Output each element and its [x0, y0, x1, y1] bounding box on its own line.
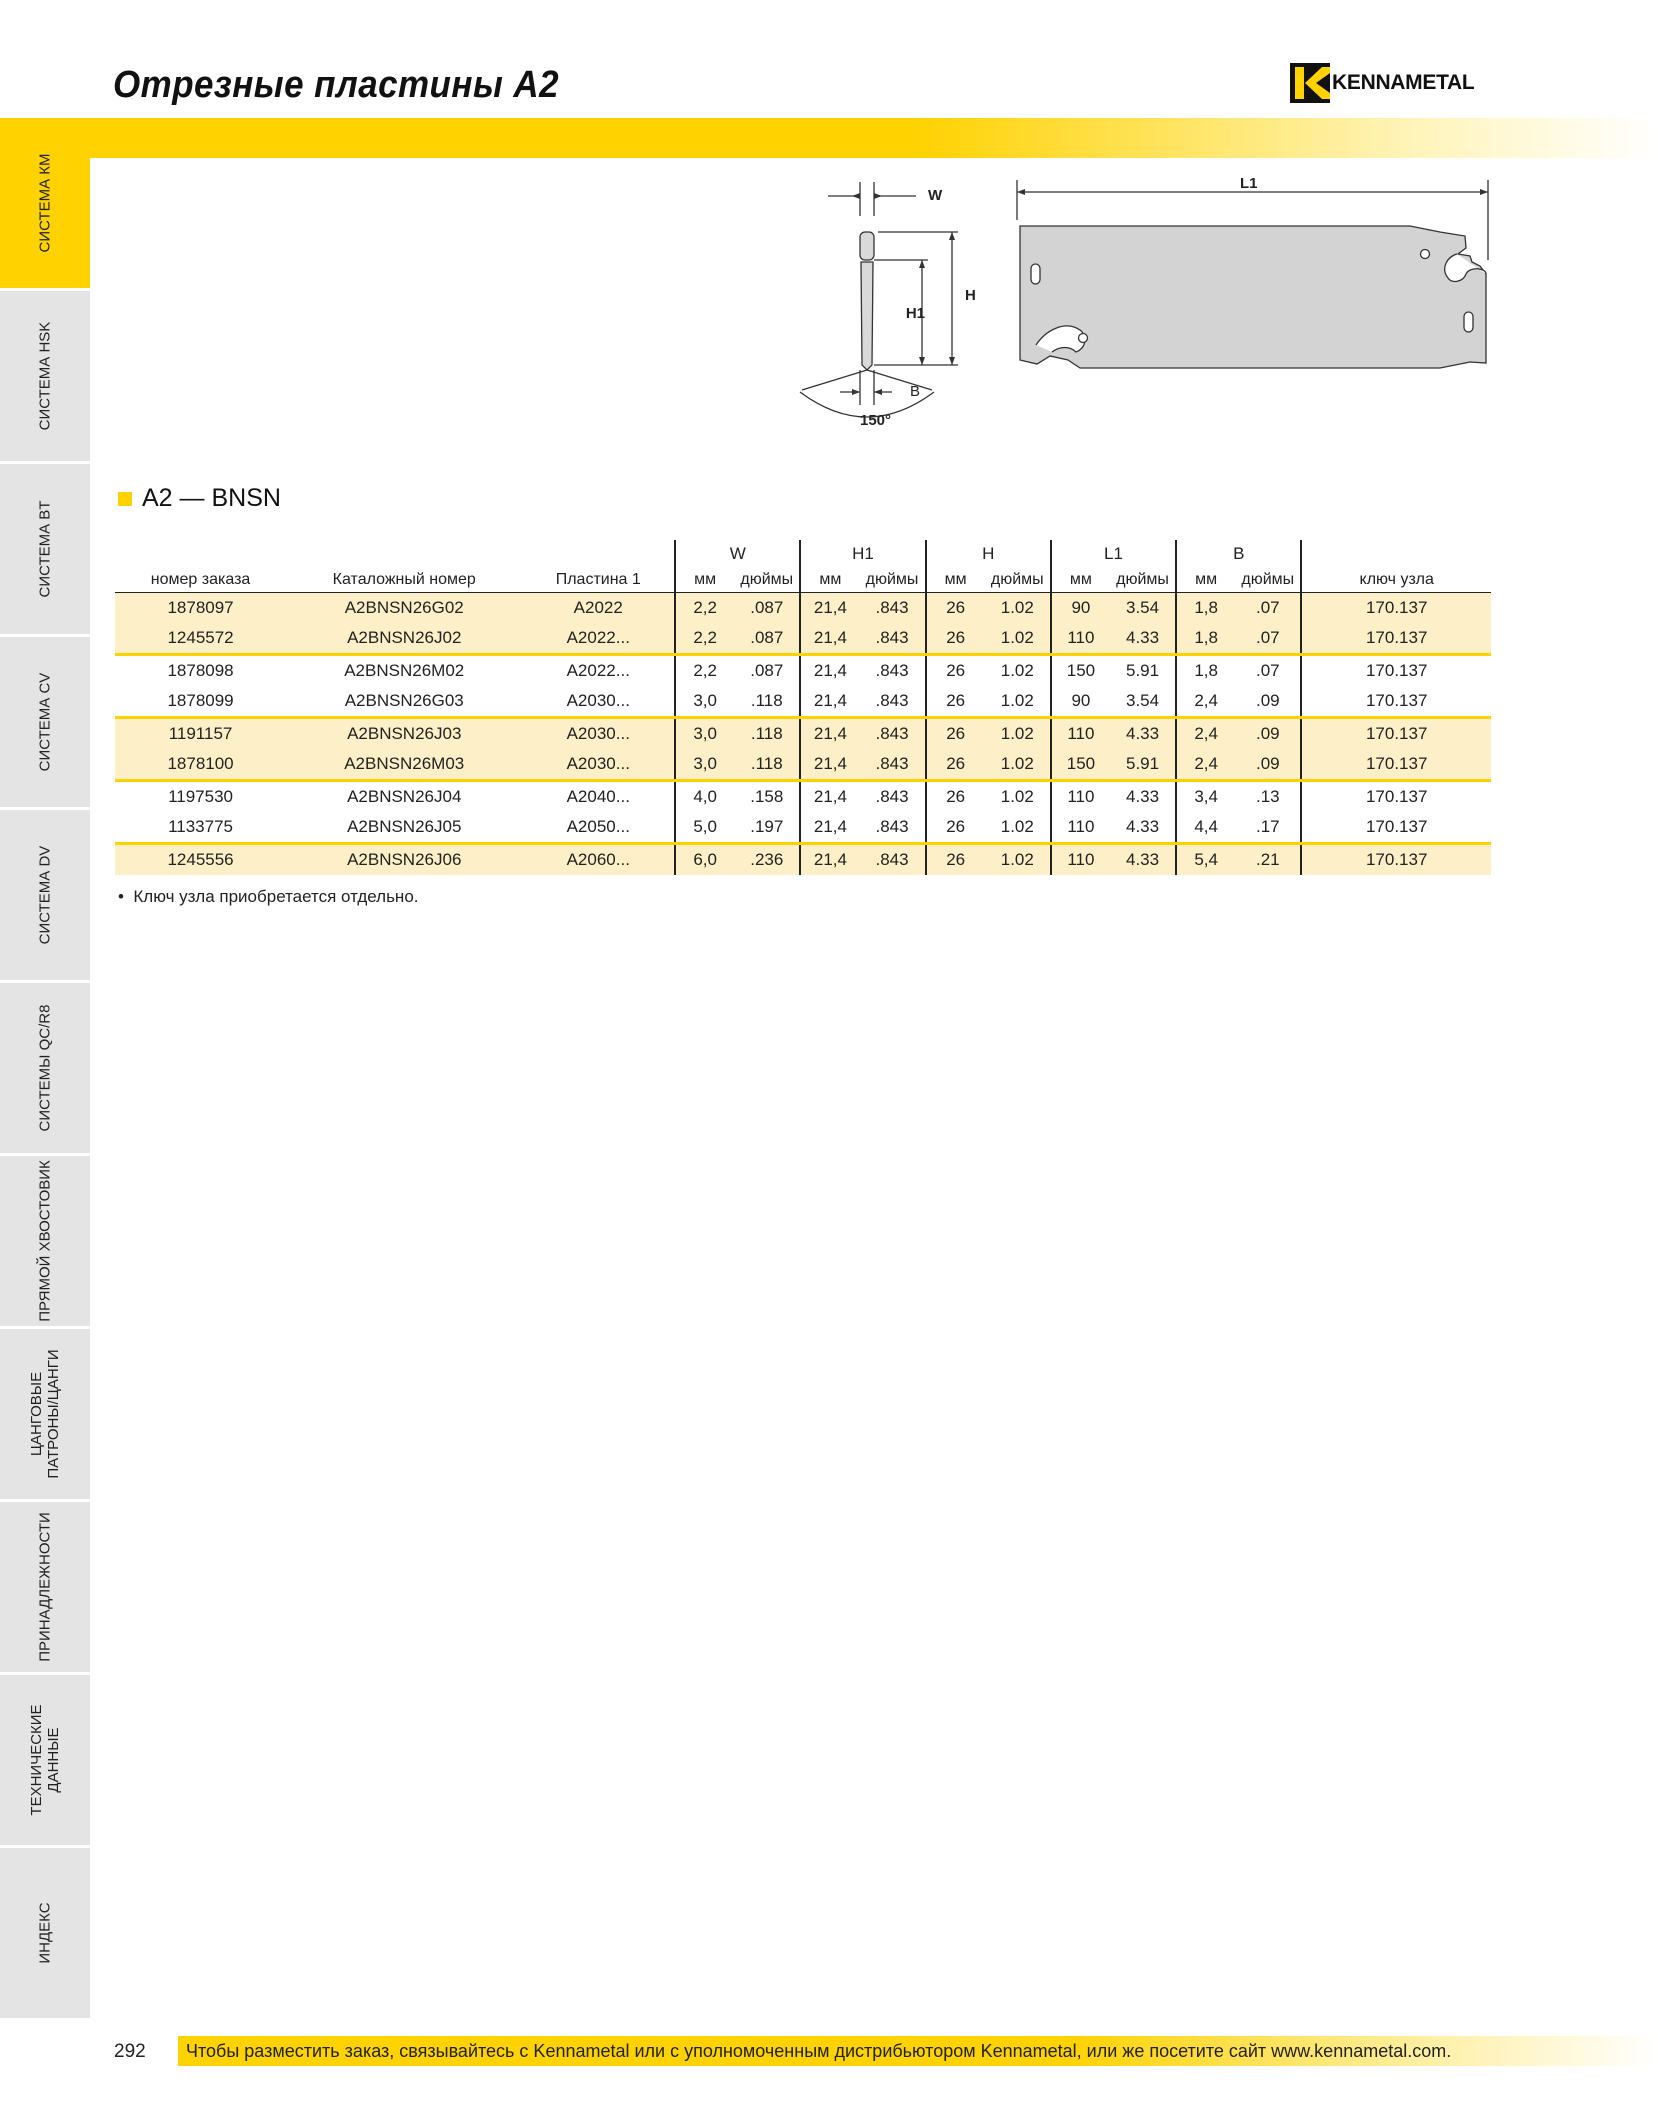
page-number: 292 [114, 2041, 146, 2062]
cell-w-in: .197 [750, 817, 784, 836]
cell-h1-in: .843 [859, 749, 925, 781]
cell-h-mm: 26 [926, 623, 985, 655]
cell-h1-mm: 21,4 [800, 718, 859, 750]
cell-l1-mm: 150 [1051, 655, 1110, 687]
cell-b-mm: 1,8 [1176, 593, 1235, 624]
cell-l1-in: 4.33 [1126, 817, 1160, 836]
sidebar-tab-1[interactable] [0, 291, 90, 464]
cell-h1-in: .843 [875, 817, 909, 836]
sidebar-tab-label: СИСТЕМА BT [36, 500, 54, 598]
cell-l1-in: 4.33 [1110, 781, 1176, 813]
sidebar-tab-label: ЦАНГОВЫЕ ПАТРОНЫ/ЦАНГИ [28, 1349, 62, 1479]
sidebar-tab-9[interactable] [0, 1675, 90, 1848]
cell-insert: A2030... [566, 691, 630, 710]
section-heading-text: A2 — BNSN [142, 484, 281, 512]
diagram-label-w: W [928, 187, 943, 204]
cell-h-mm: 26 [926, 844, 985, 876]
cell-l1-mm: 110 [1051, 781, 1110, 813]
header-band [0, 118, 1658, 158]
col-catalog-number: Каталожный номер [286, 568, 522, 593]
cell-b-in: .21 [1235, 844, 1301, 876]
cell-order: 1878099 [167, 691, 234, 710]
col-l1-mm: мм [1051, 568, 1110, 593]
cell-w-mm: 2,2 [675, 655, 734, 687]
cell-insert: A2050... [566, 817, 630, 836]
cell-h1-mm: 21,4 [800, 844, 859, 876]
table-column-header [115, 568, 1491, 593]
cell-b-in: .13 [1235, 781, 1301, 813]
cell-l1-mm: 150 [1051, 749, 1110, 781]
table-row [115, 593, 1491, 624]
col-h1-inch: дюймы [859, 568, 925, 593]
cell-l1-in: 5.91 [1110, 749, 1176, 781]
col-l1-inch: дюймы [1110, 568, 1176, 593]
cell-h-in: 1.02 [1000, 817, 1034, 836]
cell-l1-in: 5.91 [1110, 655, 1176, 687]
sidebar-tab-label: ПРИНАДЛЕЖНОСТИ [36, 1512, 54, 1662]
cell-b-mm: 1,8 [1176, 655, 1235, 687]
table-row [115, 844, 1491, 876]
cell-w-mm: 5,0 [675, 812, 734, 844]
cell-order: 1133775 [168, 817, 233, 836]
cell-b-in: .09 [1235, 718, 1301, 750]
col-b-inch: дюймы [1235, 568, 1301, 593]
cell-b-mm: 3,4 [1176, 781, 1235, 813]
sidebar-tab-4[interactable] [0, 810, 90, 983]
cell-h-mm: 26 [926, 718, 985, 750]
cell-insert: A2022... [522, 655, 675, 687]
diagram-label-b: B [910, 383, 921, 400]
cell-w-mm: 6,0 [675, 844, 734, 876]
sidebar-tab-label: СИСТЕМЫ QC/R8 [36, 1004, 54, 1132]
sidebar-tab-0[interactable] [0, 118, 90, 291]
sidebar-tab-3[interactable] [0, 637, 90, 810]
cell-b-in: .07 [1235, 593, 1301, 624]
heading-marker [118, 492, 132, 506]
spec-table [115, 540, 1491, 875]
cell-w-mm: 4,0 [675, 781, 734, 813]
sidebar-tab-8[interactable] [0, 1502, 90, 1675]
page-title: Отрезные пластины A2 [113, 64, 560, 106]
cell-b-mm: 4,4 [1176, 812, 1235, 844]
group-header-h1: H1 [800, 540, 925, 568]
cell-catalog: A2BNSN26G03 [344, 691, 464, 710]
cell-b-mm: 2,4 [1176, 686, 1235, 718]
cell-h-mm: 26 [926, 655, 985, 687]
sidebar-tab-6[interactable] [0, 1156, 90, 1329]
cell-h-mm: 26 [926, 812, 985, 844]
cell-key: 170.137 [1301, 781, 1491, 813]
cell-l1-in: 4.33 [1110, 623, 1176, 655]
cell-key: 170.137 [1301, 655, 1491, 687]
cell-catalog: A2BNSN26J02 [286, 623, 522, 655]
section-heading [118, 484, 281, 513]
table-row [115, 718, 1491, 750]
table-group-header [115, 540, 1491, 568]
cell-l1-mm: 110 [1051, 718, 1110, 750]
cell-w-mm: 3,0 [675, 749, 734, 781]
sidebar-tab-7[interactable] [0, 1329, 90, 1502]
col-h-inch: дюймы [985, 568, 1051, 593]
sidebar-tab-label: ТЕХНИЧЕСКИЕ ДАННЫЕ [28, 1704, 62, 1816]
footnote: • Ключ узла приобретается отдельно. [118, 887, 419, 906]
col-order-number: номер заказа [115, 568, 286, 593]
cell-catalog: A2BNSN26J05 [347, 817, 462, 836]
diagram-label-h1: H1 [905, 305, 925, 322]
cell-catalog: A2BNSN26G02 [286, 593, 522, 624]
cell-h-in: 1.02 [1000, 691, 1034, 710]
cell-h-mm: 26 [926, 781, 985, 813]
diagram-label-l1: L1 [1240, 175, 1258, 192]
footer-contact-text: Чтобы разместить заказ, связывайтесь с Kennametal или с уполномоченным дистрибьютором Kennametal, или же посетите сайт www.kennametal.com. [186, 2041, 1452, 2061]
cell-key: 170.137 [1301, 593, 1491, 624]
cell-l1-mm: 110 [1051, 812, 1110, 844]
cell-l1-in: 4.33 [1110, 844, 1176, 876]
cell-h-in: 1.02 [985, 623, 1051, 655]
brand-logo [1290, 62, 1474, 104]
table-row [115, 812, 1491, 844]
cell-b-in: .07 [1235, 655, 1301, 687]
cell-b-mm: 2,4 [1176, 749, 1235, 781]
sidebar-tab-label: СИСТЕМА HSK [36, 321, 54, 431]
cell-key: 170.137 [1301, 718, 1491, 750]
cell-h1-in: .843 [859, 623, 925, 655]
cell-w-in: .118 [750, 691, 783, 710]
blade-diagram [780, 170, 1500, 440]
cell-w-mm: 3,0 [675, 718, 734, 750]
cell-order: 1197530 [115, 781, 286, 813]
table-row [115, 749, 1491, 781]
blade-cross-section [800, 182, 958, 417]
cell-catalog: A2BNSN26J04 [286, 781, 522, 813]
col-h-mm: мм [926, 568, 985, 593]
cell-l1-mm: 110 [1051, 844, 1110, 876]
cell-h1-in: .843 [859, 718, 925, 750]
sidebar-tab-label: СИСТЕМА CV [36, 672, 54, 772]
cell-h-in: 1.02 [985, 655, 1051, 687]
cell-h-in: 1.02 [985, 593, 1051, 624]
cell-w-mm: 2,2 [675, 623, 734, 655]
sidebar-tab-label: ИНДЕКС [36, 1902, 54, 1964]
diagram-label-angle: 150° [860, 412, 892, 429]
footnote-text: Ключ узла приобретается отдельно. [133, 887, 419, 906]
cell-l1-in: 3.54 [1126, 691, 1160, 710]
cell-insert: A2030... [522, 718, 675, 750]
group-header-h: H [926, 540, 1051, 568]
cell-w-in: .236 [734, 844, 800, 876]
kennametal-k-icon [1290, 63, 1330, 103]
cell-h1-in: .843 [875, 691, 909, 710]
cell-w-mm: 2,2 [675, 593, 734, 624]
cell-l1-mm: 90 [1051, 686, 1110, 718]
cell-w-in: .087 [734, 655, 800, 687]
cell-h1-in: .843 [859, 655, 925, 687]
sidebar-tab-2[interactable] [0, 464, 90, 637]
cell-l1-in: 3.54 [1110, 593, 1176, 624]
cell-l1-mm: 90 [1051, 593, 1110, 624]
cell-h-in: 1.02 [985, 749, 1051, 781]
cell-w-mm: 3,0 [675, 686, 734, 718]
table-body [115, 593, 1491, 876]
cell-insert: A2040... [522, 781, 675, 813]
cell-w-in: .118 [734, 718, 800, 750]
cell-order: 1878098 [115, 655, 286, 687]
table-row [115, 623, 1491, 655]
cell-h-mm: 26 [926, 686, 985, 718]
cell-order: 1878097 [115, 593, 286, 624]
blade-side-view [1017, 180, 1488, 368]
cell-catalog: A2BNSN26J03 [286, 718, 522, 750]
sidebar-tab-label: СИСТЕМА КМ [36, 153, 54, 253]
cell-order: 1245572 [115, 623, 286, 655]
cell-h-in: 1.02 [985, 718, 1051, 750]
cell-key: 170.137 [1301, 844, 1491, 876]
cell-b-in: .09 [1235, 749, 1301, 781]
cell-order: 1245556 [115, 844, 286, 876]
sidebar-tab-10[interactable] [0, 1848, 90, 2021]
section-sidebar [0, 118, 90, 2021]
cell-l1-mm: 110 [1051, 623, 1110, 655]
cell-b-in: .09 [1255, 691, 1280, 710]
cell-h-mm: 26 [926, 749, 985, 781]
cell-b-in: .07 [1235, 623, 1301, 655]
cell-catalog: A2BNSN26J06 [286, 844, 522, 876]
cell-insert: A2022... [522, 623, 675, 655]
cell-b-mm: 5,4 [1176, 844, 1235, 876]
sidebar-tab-label: СИСТЕМА DV [36, 845, 54, 945]
cell-w-in: .158 [734, 781, 800, 813]
cell-h1-mm: 21,4 [800, 686, 859, 718]
cell-order: 1191157 [115, 718, 286, 750]
cell-h1-in: .843 [859, 593, 925, 624]
cell-h1-in: .843 [859, 844, 925, 876]
table-row [115, 655, 1491, 687]
cell-catalog: A2BNSN26M02 [286, 655, 522, 687]
col-h1-mm: мм [800, 568, 859, 593]
cell-insert: A2030... [522, 749, 675, 781]
cell-b-mm: 1,8 [1176, 623, 1235, 655]
cell-h1-mm: 21,4 [800, 623, 859, 655]
cell-catalog: A2BNSN26M03 [286, 749, 522, 781]
cell-order: 1878100 [115, 749, 286, 781]
cell-key: 170.137 [1301, 812, 1491, 844]
cell-h1-mm: 21,4 [800, 593, 859, 624]
cell-h1-mm: 21,4 [800, 781, 859, 813]
table-row [115, 781, 1491, 813]
cell-h-mm: 26 [926, 593, 985, 624]
brand-name: KENNAMETAL [1332, 71, 1475, 94]
col-insert: Пластина 1 [522, 568, 675, 593]
cell-w-in: .087 [734, 623, 800, 655]
group-header-b: B [1176, 540, 1301, 568]
cell-b-in: .17 [1255, 817, 1280, 836]
cell-insert: A2022 [522, 593, 675, 624]
cell-key: 170.137 [1301, 623, 1491, 655]
sidebar-tab-5[interactable] [0, 983, 90, 1156]
cell-b-mm: 2,4 [1176, 718, 1235, 750]
diagram-label-h: H [965, 287, 976, 304]
cell-key: 170.137 [1301, 686, 1491, 718]
cell-h-in: 1.02 [985, 844, 1051, 876]
col-key: ключ узла [1301, 568, 1491, 593]
cell-h-in: 1.02 [985, 781, 1051, 813]
cell-insert: A2060... [522, 844, 675, 876]
col-b-mm: мм [1176, 568, 1235, 593]
col-w-mm: мм [675, 568, 734, 593]
group-header-w: W [675, 540, 800, 568]
cell-h1-mm: 21,4 [800, 749, 859, 781]
cell-w-in: .087 [734, 593, 800, 624]
cell-key: 170.137 [1301, 749, 1491, 781]
group-header-l1: L1 [1051, 540, 1176, 568]
cell-h1-mm: 21,4 [800, 812, 859, 844]
cell-l1-in: 4.33 [1110, 718, 1176, 750]
col-w-inch: дюймы [734, 568, 800, 593]
table-row [115, 686, 1491, 718]
sidebar-tab-label: ПРЯМОЙ ХВОСТОВИК [36, 1160, 54, 1322]
cell-h1-in: .843 [859, 781, 925, 813]
cell-w-in: .118 [734, 749, 800, 781]
cell-h1-mm: 21,4 [800, 655, 859, 687]
